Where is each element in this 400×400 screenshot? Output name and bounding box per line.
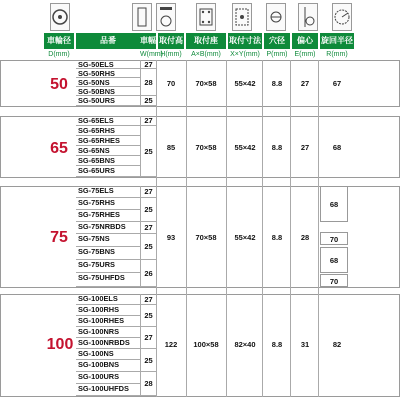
model-row: SG-75ELS [76, 186, 140, 198]
plate-value: 100×58 [193, 340, 219, 349]
unit-r: R(mm) [320, 49, 354, 61]
header-wheel-diameter: 車輪径 [44, 33, 74, 49]
header-icons [0, 3, 400, 33]
width-value: 27 [140, 327, 156, 349]
model-row: SG-100ELS [76, 294, 140, 305]
width-value: 25 [140, 349, 156, 372]
header-hole: 穴径 [264, 33, 290, 49]
size-label: 75 [50, 229, 68, 246]
height-value: 93 [166, 233, 176, 242]
column-divider [156, 60, 157, 397]
plate-value: 70×58 [195, 143, 217, 152]
offset-value: 28 [300, 233, 310, 242]
column-divider [226, 60, 227, 397]
model-row: SG-50NS [76, 78, 140, 87]
model-row: SG-65NS [76, 146, 140, 156]
width-value: 27 [140, 186, 156, 198]
model-row: SG-75NRBDS [76, 222, 140, 234]
unit-d: D(mm) [44, 49, 74, 61]
swivel-value: 68 [320, 186, 348, 222]
width-value: 25 [140, 305, 156, 327]
height-value: 85 [166, 143, 176, 152]
column-divider [262, 60, 263, 397]
swivel-radius-icon [332, 3, 352, 31]
plate-value: 70×58 [195, 79, 217, 88]
width-value: 28 [140, 69, 156, 96]
model-row: SG-100BNS [76, 360, 140, 372]
width-value: 28 [140, 372, 156, 396]
column-divider [186, 60, 187, 397]
header-swivel: 旋回半径 [320, 33, 354, 49]
offset-value: 27 [300, 79, 310, 88]
offset-value: 31 [300, 340, 310, 349]
header-plate: 取付座 [186, 33, 226, 49]
width-value: 25 [140, 96, 156, 106]
bolt-value: 55×42 [234, 233, 256, 242]
model-row: SG-65BNS [76, 156, 140, 166]
bolt-value: 55×42 [234, 143, 256, 152]
mount-height-icon [156, 3, 176, 31]
size-label: 65 [50, 140, 68, 157]
header-wheel-width: 車幅 [140, 33, 156, 49]
hole-diameter-icon [266, 3, 286, 31]
model-row: SG-50URS [76, 96, 140, 106]
header-height: 取付高 [158, 33, 184, 49]
model-row: SG-75RHES [76, 210, 140, 222]
swivel-value: 70 [320, 232, 348, 245]
height-value: 70 [166, 79, 176, 88]
header-bolt: 取付寸法 [228, 33, 262, 49]
model-row: SG-65ELS [76, 116, 140, 126]
offset-icon [298, 3, 318, 31]
model-row: SG-100RHS [76, 305, 140, 316]
unit-h: H(mm) [158, 49, 184, 61]
model-row: SG-100NS [76, 349, 140, 360]
mount-plate-icon [196, 3, 216, 31]
swivel-value: 82 [332, 340, 342, 349]
size-label: 100 [46, 336, 74, 353]
width-value: 26 [140, 260, 156, 287]
width-value: 27 [140, 294, 156, 305]
plate-value: 70×58 [195, 233, 217, 242]
bolt-value: 55×42 [234, 79, 256, 88]
model-row: SG-65RHS [76, 126, 140, 136]
model-row: SG-100UHFDS [76, 384, 140, 396]
width-value: 25 [140, 234, 156, 260]
bolt-value: 82×40 [234, 340, 256, 349]
column-divider [290, 60, 291, 397]
unit-xy: X×Y(mm) [228, 49, 262, 61]
model-row: SG-75NS [76, 234, 140, 247]
width-value: 27 [140, 222, 156, 234]
bolt-pitch-icon [232, 3, 252, 31]
swivel-value: 70 [320, 274, 348, 287]
header-model: 品番 [76, 33, 140, 49]
header-offset: 偏心 [292, 33, 318, 49]
wheel-width-icon [132, 3, 152, 31]
model-row: SG-75URS [76, 260, 140, 273]
swivel-value: 67 [332, 79, 342, 88]
size-label: 50 [50, 76, 68, 93]
model-row: SG-100NRBDS [76, 338, 140, 349]
model-row: SG-50BNS [76, 87, 140, 96]
model-row: SG-75BNS [76, 247, 140, 260]
unit-ab: A×B(mm) [186, 49, 226, 61]
width-value: 25 [140, 198, 156, 222]
hole-value: 8.8 [271, 143, 283, 152]
model-row: SG-100RHES [76, 316, 140, 327]
model-row: SG-50ELS [76, 60, 140, 69]
model-row: SG-75RHS [76, 198, 140, 210]
model-row: SG-100NRS [76, 327, 140, 338]
unit-p: P(mm) [264, 49, 290, 61]
unit-w: W(mm) [140, 49, 156, 61]
hole-value: 8.8 [271, 79, 283, 88]
model-row: SG-75UHFDS [76, 273, 140, 287]
swivel-value: 68 [320, 247, 348, 273]
hole-value: 8.8 [271, 340, 283, 349]
offset-value: 27 [300, 143, 310, 152]
model-row: SG-65RHES [76, 136, 140, 146]
width-value: 25 [140, 126, 156, 177]
unit-e: E(mm) [292, 49, 318, 61]
height-value: 122 [164, 340, 178, 349]
width-value: 27 [140, 60, 156, 69]
model-row: SG-100URS [76, 372, 140, 384]
swivel-value: 68 [332, 143, 342, 152]
hole-value: 8.8 [271, 233, 283, 242]
wheel-diameter-icon [50, 3, 70, 31]
column-divider [318, 60, 319, 397]
width-value: 27 [140, 116, 156, 126]
model-row: SG-65URS [76, 166, 140, 177]
model-row: SG-50RHS [76, 69, 140, 78]
